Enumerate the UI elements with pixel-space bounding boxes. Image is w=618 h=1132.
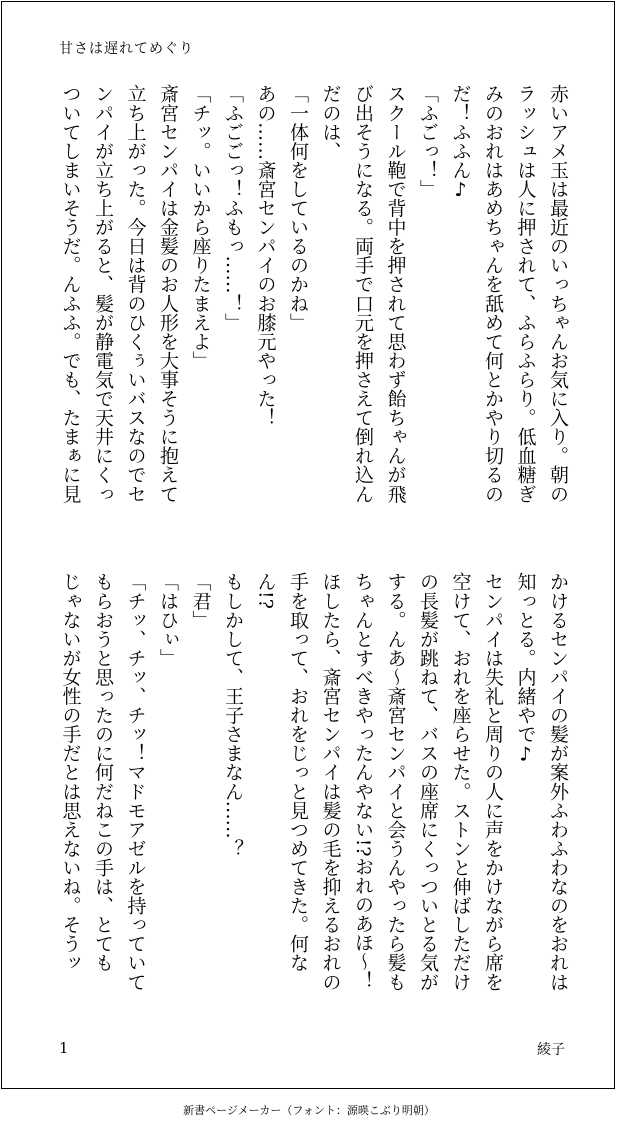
author-name: 綾子 [537, 1042, 565, 1058]
generator-credit: 新書ページメーカー（フォント：源暎こぶり明朝） [183, 1104, 435, 1117]
book-title: 甘さは遅れてめぐり [59, 41, 194, 57]
book-page [1, 1, 615, 1089]
body-text-top: 赤いアメ玉は最近のいっちゃんお気に入り。朝の ラッシュは人に押されて、ふらふらり。低血糖ぎ みのおれはあめちゃんを舐めて何とかやり切るの だ！ふふん♪ 「ふごっ！」 スクール鞄で背中を押されて思わず飴ちゃんが飛 び出そうになる。両手で口元を押さえて倒れ込ん だのは、 「一体何をしているのかね」 あの……斎宮センパイのお膝元やった！ 「ふごごっ！ふもっ……！」 「チッ。いいから座りたまえよ」 斎宮センパイは金髪のお人形を大事そうに抱えて 立ち上がった。今日は背のひくぅいバスなのでセ ンパイが立ち上がると、髪が静電気で天井にくっ ついてしまいそうだ。んふふ。でも、たまぁに見 [59, 84, 569, 504]
body-text-bottom: かけるセンパイの髪が案外ふわふわなのをおれは 知っとる。内緒やで♪ センパイは失礼と周りの人に声をかけながら席を 空けて、おれを座らせた。ストンと伸ばしただけ の長髪が跳ねて、バスの座席にくっついとる気が する。んあ～斎宮センパイと会うんやったら髪も ちゃんとすべきやったんやない!?おれのあほ～！ ほしたら、斎宮センパイは髪の毛を抑えるおれの 手を取って、おれをじっと見つめてきた。何な ん!? もしかして、王子さまなん……？ 「君」 「はひぃ」 「チッ、チッ、チッ！マドモアゼルを持っていて もらおうと思ったのに何だねこの手は、とても じゃないが女性の手だとは思えないね。そうッ [59, 572, 569, 992]
page-number: 1 [59, 1039, 69, 1057]
